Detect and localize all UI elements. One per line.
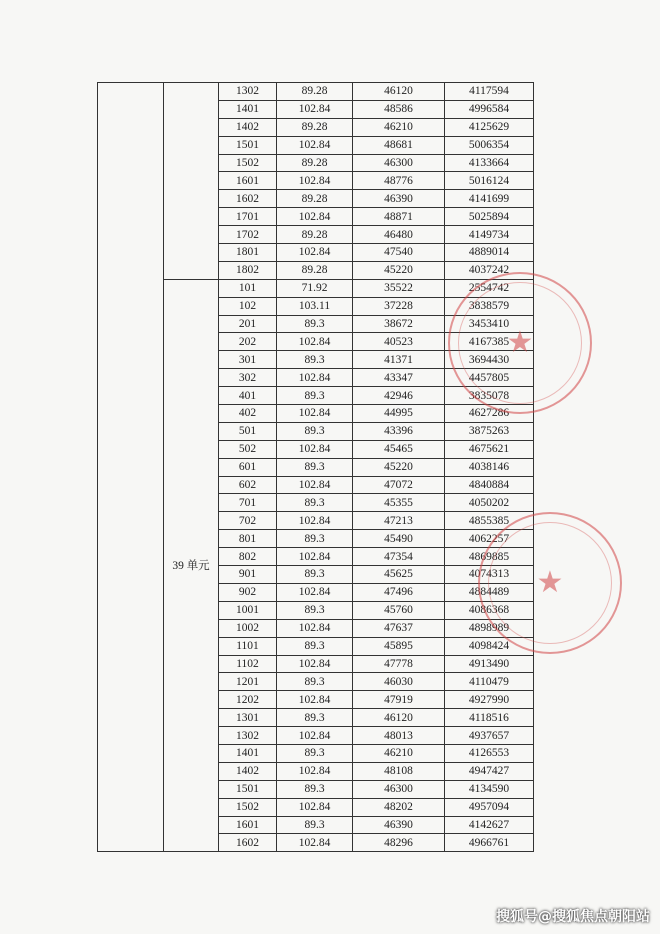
total-price-cell: 4957094 xyxy=(445,798,534,816)
total-price-cell: 4050202 xyxy=(445,494,534,512)
total-price-cell: 4996584 xyxy=(445,100,534,118)
unit-price-cell: 47637 xyxy=(353,619,445,637)
area-cell: 89.3 xyxy=(277,530,353,548)
table-row xyxy=(98,83,625,101)
room-number-cell: 502 xyxy=(219,440,277,458)
total-price-cell: 4149734 xyxy=(445,226,534,244)
total-price-cell: 3835078 xyxy=(445,387,534,405)
room-number-cell: 702 xyxy=(219,512,277,530)
total-price-cell: 5016124 xyxy=(445,172,534,190)
unit-price-cell: 43347 xyxy=(353,369,445,387)
unit-price-cell: 46480 xyxy=(353,226,445,244)
room-number-cell: 901 xyxy=(219,566,277,584)
area-cell: 102.84 xyxy=(277,512,353,530)
unit-price-cell: 46210 xyxy=(353,744,445,762)
area-cell: 102.84 xyxy=(277,619,353,637)
room-number-cell: 1302 xyxy=(219,727,277,745)
unit-price-cell: 45760 xyxy=(353,601,445,619)
area-cell: 89.3 xyxy=(277,744,353,762)
area-cell: 89.3 xyxy=(277,601,353,619)
area-cell: 102.84 xyxy=(277,208,353,226)
area-cell: 89.28 xyxy=(277,190,353,208)
area-cell: 89.3 xyxy=(277,387,353,405)
unit-price-cell: 48108 xyxy=(353,762,445,780)
total-price-cell: 4134590 xyxy=(445,780,534,798)
area-cell: 102.84 xyxy=(277,100,353,118)
total-price-cell: 4086368 xyxy=(445,601,534,619)
total-price-cell: 5025894 xyxy=(445,208,534,226)
unit-price-cell: 48871 xyxy=(353,208,445,226)
total-price-cell: 3694430 xyxy=(445,351,534,369)
total-price-cell: 4142627 xyxy=(445,816,534,834)
area-cell: 102.84 xyxy=(277,476,353,494)
unit-price-cell: 47778 xyxy=(353,655,445,673)
total-price-cell: 4037242 xyxy=(445,261,534,279)
room-number-cell: 801 xyxy=(219,530,277,548)
total-price-cell: 4141699 xyxy=(445,190,534,208)
total-price-cell: 4898989 xyxy=(445,619,534,637)
unit-price-cell: 47496 xyxy=(353,583,445,601)
room-number-cell: 1802 xyxy=(219,261,277,279)
area-cell: 89.28 xyxy=(277,154,353,172)
unit-price-cell: 48296 xyxy=(353,834,445,852)
room-number-cell: 701 xyxy=(219,494,277,512)
room-number-cell: 1402 xyxy=(219,762,277,780)
room-number-cell: 1201 xyxy=(219,673,277,691)
table-row xyxy=(98,279,625,297)
unit-price-cell: 43396 xyxy=(353,422,445,440)
area-cell: 102.84 xyxy=(277,440,353,458)
room-number-cell: 602 xyxy=(219,476,277,494)
unit-price-cell: 47072 xyxy=(353,476,445,494)
room-number-cell: 1701 xyxy=(219,208,277,226)
unit-price-cell: 45490 xyxy=(353,530,445,548)
total-price-cell: 4627286 xyxy=(445,405,534,423)
room-number-cell: 202 xyxy=(219,333,277,351)
company-seal-stamp: ★ xyxy=(448,272,592,414)
unit-price-cell: 47919 xyxy=(353,691,445,709)
room-number-cell: 1601 xyxy=(219,172,277,190)
area-cell: 89.3 xyxy=(277,816,353,834)
total-price-cell: 4167385 xyxy=(445,333,534,351)
room-number-cell: 102 xyxy=(219,297,277,315)
unit-price-cell: 48202 xyxy=(353,798,445,816)
total-price-cell: 4098424 xyxy=(445,637,534,655)
unit-price-cell: 45355 xyxy=(353,494,445,512)
unit-price-cell: 47540 xyxy=(353,244,445,262)
building-cell xyxy=(98,83,164,852)
company-seal-stamp: ★ xyxy=(478,512,622,654)
area-cell: 89.3 xyxy=(277,566,353,584)
room-number-cell: 401 xyxy=(219,387,277,405)
room-number-cell: 1801 xyxy=(219,244,277,262)
area-cell: 102.84 xyxy=(277,548,353,566)
total-price-cell: 4889014 xyxy=(445,244,534,262)
area-cell: 102.84 xyxy=(277,244,353,262)
total-price-cell: 4927990 xyxy=(445,691,534,709)
unit-price-cell: 40523 xyxy=(353,333,445,351)
room-number-cell: 1202 xyxy=(219,691,277,709)
total-price-cell: 4840884 xyxy=(445,476,534,494)
room-number-cell: 1001 xyxy=(219,601,277,619)
area-cell: 89.3 xyxy=(277,351,353,369)
room-number-cell: 1501 xyxy=(219,136,277,154)
area-cell: 102.84 xyxy=(277,762,353,780)
room-number-cell: 1502 xyxy=(219,154,277,172)
room-number-cell: 302 xyxy=(219,369,277,387)
total-price-cell: 3453410 xyxy=(445,315,534,333)
room-number-cell: 1002 xyxy=(219,619,277,637)
total-price-cell: 4125629 xyxy=(445,118,534,136)
area-cell: 102.84 xyxy=(277,369,353,387)
total-price-cell: 4675621 xyxy=(445,440,534,458)
total-price-cell: 4062257 xyxy=(445,530,534,548)
unit-price-cell: 45895 xyxy=(353,637,445,655)
unit-price-cell: 45220 xyxy=(353,261,445,279)
unit-price-cell: 45625 xyxy=(353,566,445,584)
area-cell: 89.3 xyxy=(277,315,353,333)
room-number-cell: 601 xyxy=(219,458,277,476)
area-cell: 103.11 xyxy=(277,297,353,315)
total-price-cell: 4126553 xyxy=(445,744,534,762)
total-price-cell: 4884489 xyxy=(445,583,534,601)
area-cell: 102.84 xyxy=(277,834,353,852)
area-cell: 89.3 xyxy=(277,709,353,727)
total-price-cell: 4966761 xyxy=(445,834,534,852)
unit-cell xyxy=(164,83,219,280)
area-cell: 102.84 xyxy=(277,136,353,154)
unit-price-cell: 46030 xyxy=(353,673,445,691)
unit-price-cell: 47213 xyxy=(353,512,445,530)
price-table xyxy=(97,82,625,852)
total-price-cell: 4110479 xyxy=(445,673,534,691)
total-price-cell: 4913490 xyxy=(445,655,534,673)
room-number-cell: 1602 xyxy=(219,190,277,208)
area-cell: 102.84 xyxy=(277,691,353,709)
unit-price-cell: 48586 xyxy=(353,100,445,118)
unit-price-cell: 45465 xyxy=(353,440,445,458)
unit-price-cell: 46210 xyxy=(353,118,445,136)
unit-price-cell: 46120 xyxy=(353,709,445,727)
area-cell: 102.84 xyxy=(277,798,353,816)
room-number-cell: 101 xyxy=(219,279,277,297)
unit-price-cell: 38672 xyxy=(353,315,445,333)
unit-price-cell: 48013 xyxy=(353,727,445,745)
unit-price-cell: 42946 xyxy=(353,387,445,405)
total-price-cell: 4133664 xyxy=(445,154,534,172)
total-price-cell: 4937657 xyxy=(445,727,534,745)
area-cell: 89.28 xyxy=(277,261,353,279)
room-number-cell: 1502 xyxy=(219,798,277,816)
unit-price-cell: 46300 xyxy=(353,154,445,172)
room-number-cell: 1301 xyxy=(219,709,277,727)
unit-price-cell: 47354 xyxy=(353,548,445,566)
total-price-cell: 4118516 xyxy=(445,709,534,727)
room-number-cell: 1402 xyxy=(219,118,277,136)
room-number-cell: 1302 xyxy=(219,83,277,101)
area-cell: 89.3 xyxy=(277,494,353,512)
unit-price-cell: 46390 xyxy=(353,816,445,834)
unit-price-cell: 48776 xyxy=(353,172,445,190)
area-cell: 89.28 xyxy=(277,118,353,136)
total-price-cell: 4947427 xyxy=(445,762,534,780)
area-cell: 102.84 xyxy=(277,727,353,745)
total-price-cell: 4117594 xyxy=(445,83,534,101)
unit-price-cell: 46390 xyxy=(353,190,445,208)
area-cell: 102.84 xyxy=(277,655,353,673)
room-number-cell: 402 xyxy=(219,405,277,423)
watermark-text: 搜狐号@搜狐焦点朝阳站 xyxy=(496,909,650,925)
total-price-cell: 4457805 xyxy=(445,369,534,387)
room-number-cell: 1601 xyxy=(219,816,277,834)
unit-price-cell: 46120 xyxy=(353,83,445,101)
unit-price-cell: 37228 xyxy=(353,297,445,315)
room-number-cell: 1101 xyxy=(219,637,277,655)
area-cell: 89.3 xyxy=(277,458,353,476)
area-cell: 89.3 xyxy=(277,780,353,798)
unit-price-cell: 35522 xyxy=(353,279,445,297)
area-cell: 102.84 xyxy=(277,405,353,423)
room-number-cell: 201 xyxy=(219,315,277,333)
price-table-body xyxy=(98,83,625,852)
total-price-cell: 3838579 xyxy=(445,297,534,315)
area-cell: 102.84 xyxy=(277,333,353,351)
total-price-cell: 4074313 xyxy=(445,566,534,584)
room-number-cell: 501 xyxy=(219,422,277,440)
room-number-cell: 1401 xyxy=(219,100,277,118)
room-number-cell: 1401 xyxy=(219,744,277,762)
area-cell: 102.84 xyxy=(277,172,353,190)
unit-price-cell: 44995 xyxy=(353,405,445,423)
unit-price-cell: 45220 xyxy=(353,458,445,476)
total-price-cell: 2554742 xyxy=(445,279,534,297)
total-price-cell: 4038146 xyxy=(445,458,534,476)
room-number-cell: 1602 xyxy=(219,834,277,852)
area-cell: 102.84 xyxy=(277,583,353,601)
room-number-cell: 1702 xyxy=(219,226,277,244)
total-price-cell: 5006354 xyxy=(445,136,534,154)
area-cell: 89.28 xyxy=(277,226,353,244)
room-number-cell: 902 xyxy=(219,583,277,601)
room-number-cell: 1501 xyxy=(219,780,277,798)
total-price-cell: 3875263 xyxy=(445,422,534,440)
unit-price-cell: 48681 xyxy=(353,136,445,154)
room-number-cell: 301 xyxy=(219,351,277,369)
area-cell: 89.3 xyxy=(277,673,353,691)
area-cell: 71.92 xyxy=(277,279,353,297)
area-cell: 89.3 xyxy=(277,422,353,440)
room-number-cell: 802 xyxy=(219,548,277,566)
unit-price-cell: 46300 xyxy=(353,780,445,798)
total-price-cell: 4855385 xyxy=(445,512,534,530)
unit-label-cell: 39 单元 xyxy=(164,279,219,852)
area-cell: 89.28 xyxy=(277,83,353,101)
unit-price-cell: 41371 xyxy=(353,351,445,369)
total-price-cell: 4869885 xyxy=(445,548,534,566)
room-number-cell: 1102 xyxy=(219,655,277,673)
area-cell: 89.3 xyxy=(277,637,353,655)
